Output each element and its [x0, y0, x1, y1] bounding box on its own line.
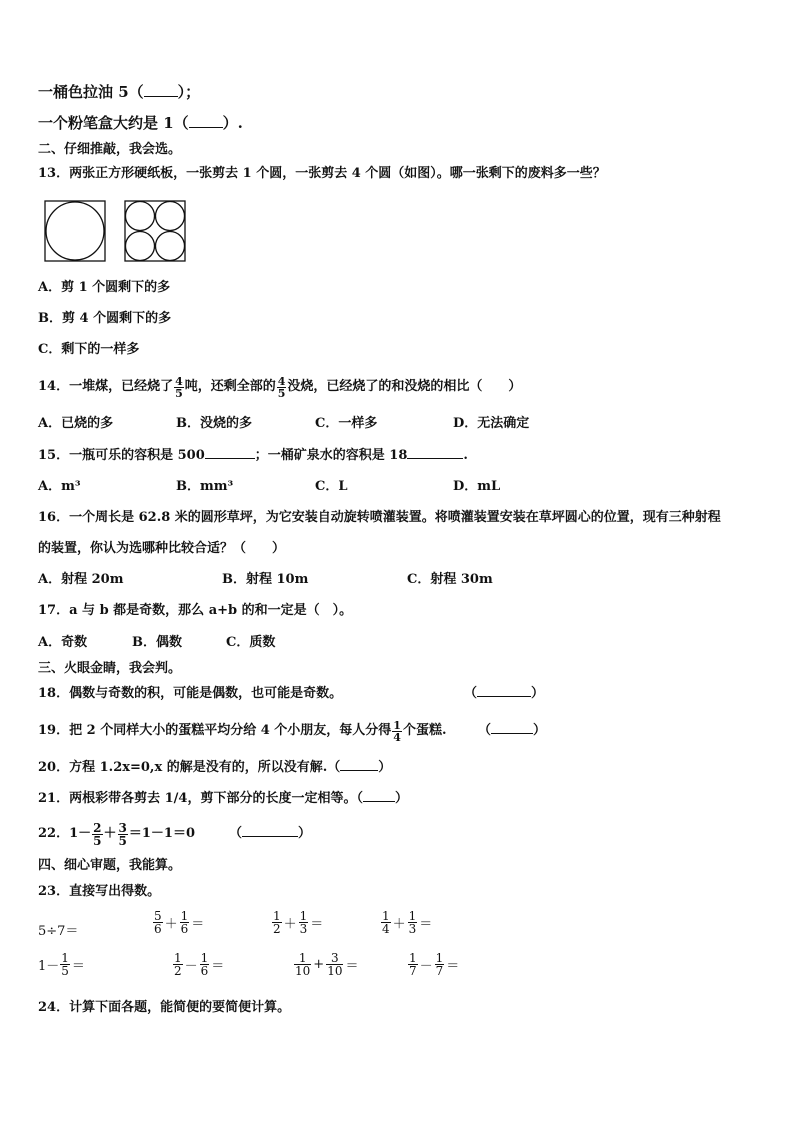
square-four-circles — [125, 201, 185, 261]
question-16-line1: 16．一个周长是 62.8 米的圆形草坪，为它安装自动旋转喷灌装置。将喷灌装置安装在草坪圆心的位置，现有三种射程 — [38, 510, 721, 525]
answer-blank[interactable] — [407, 458, 463, 459]
question-19: 19．把 2 个同样大小的蛋糕平均分给 4 个小朋友，每人分得 $\frac{1}{4}$ 个蛋糕. — [38, 718, 447, 744]
calc-item: $\frac{1}{2}$ － $\frac{1}{6}$ ＝ — [174, 951, 225, 978]
question-16-line2: 的装置，你认为选哪种比较合适？（ ） — [38, 541, 286, 556]
option-b[interactable]: B．偶数 — [132, 635, 182, 650]
fraction: $\frac{5}{6}$ — [154, 909, 162, 936]
fraction: $\frac{1}{10}$ — [295, 951, 311, 978]
option-c[interactable]: C．一样多 — [315, 416, 378, 431]
fraction: $\frac{3}{10}$ — [327, 951, 343, 978]
question-24: 24．计算下面各题，能简便的要简便计算。 — [38, 1000, 291, 1015]
fraction: $\frac{4}{5}$ — [175, 374, 183, 400]
section-title-judge: 三、火眼金睛，我会判。 — [38, 661, 182, 676]
answer-blank[interactable] — [242, 836, 298, 837]
option-a[interactable]: A．剪 1 个圆剩下的多 — [38, 280, 171, 295]
option-a[interactable]: A．m³ — [38, 479, 81, 494]
calc-item: $\frac{1}{10}$ + $\frac{3}{10}$ ＝ — [295, 951, 359, 978]
question-15: 15．一瓶可乐的容积是 500 ；一桶矿泉水的容积是 18 . — [38, 448, 468, 463]
section-title-calc: 四、细心审题，我能算。 — [38, 858, 182, 873]
fraction: $\frac{1}{3}$ — [299, 909, 308, 936]
question-18: 18．偶数与奇数的积，可能是偶数，也可能是奇数。 — [38, 686, 343, 701]
question-17: 17．a 与 b 都是奇数，那么 a+b 的和一定是（ ）。 — [38, 603, 353, 618]
answer-blank[interactable] — [189, 127, 223, 128]
fraction: $\frac{2}{5}$ — [93, 820, 102, 848]
large-circle — [46, 202, 104, 260]
answer-paren[interactable]: （ ） — [464, 686, 545, 701]
answer-paren[interactable]: （ ） — [229, 826, 312, 841]
fill-line-chalk-box: 一个粉笔盒大约是 1（ ）. — [38, 114, 243, 132]
fraction: $\frac{4}{5}$ — [277, 374, 286, 400]
question-14: 14．一堆煤，已经烧了 $\frac{4}{5}$ 吨，还剩全部的 $\frac{4}{5}$ 没烧，已经烧了的和没烧的相比（ ） — [38, 374, 522, 400]
calc-item: 1－ $\frac{1}{5}$ ＝ — [38, 951, 85, 978]
fraction: $\frac{3}{5}$ — [118, 820, 127, 848]
option-d[interactable]: D．mL — [453, 479, 501, 494]
fraction: $\frac{1}{2}$ — [174, 951, 182, 978]
squares-circles-figure — [44, 200, 194, 264]
option-b[interactable]: B．射程 10m — [222, 572, 309, 587]
option-a[interactable]: A．奇数 — [38, 635, 88, 650]
question-20: 20．方程 1.2x=0,x 的解是没有的，所以没有解.（ ） — [38, 760, 392, 775]
question-21: 21．两根彩带各剪去 1/4，剪下部分的长度一定相等。（ ） — [38, 791, 408, 806]
question-22: 22．1－ $\frac{2}{5}$ ＋ $\frac{3}{5}$ ＝1－1＝0 （ ） — [38, 818, 311, 850]
fraction: $\frac{1}{7}$ — [409, 951, 417, 978]
small-circle — [156, 202, 185, 231]
question-13: 13．两张正方形硬纸板，一张剪去 1 个圆，一张剪去 4 个圆（如图）。哪一张剩下的废料多一些？ — [38, 166, 606, 181]
calc-item: $\frac{1}{7}$ － $\frac{1}{7}$ ＝ — [409, 951, 460, 978]
fraction: $\frac{1}{6}$ — [200, 951, 209, 978]
fraction: $\frac{1}{3}$ — [408, 909, 417, 936]
option-b[interactable]: B．剪 4 个圆剩下的多 — [38, 311, 172, 326]
answer-blank[interactable] — [340, 770, 378, 771]
calc-item: $\frac{1}{2}$ ＋ $\frac{1}{3}$ ＝ — [273, 909, 324, 936]
answer-blank[interactable] — [363, 801, 395, 802]
option-c[interactable]: C．射程 30m — [407, 572, 493, 587]
calc-item: $\frac{1}{4}$ ＋ $\frac{1}{3}$ ＝ — [382, 909, 433, 936]
option-c[interactable]: C．剩下的一样多 — [38, 342, 140, 357]
option-d[interactable]: D．无法确定 — [453, 416, 530, 431]
option-a[interactable]: A．已烧的多 — [38, 416, 114, 431]
fraction: $\frac{1}{4}$ — [382, 909, 390, 936]
question-23: 23．直接写出得数。 — [38, 884, 161, 899]
answer-blank[interactable] — [491, 733, 533, 734]
calc-item: $\frac{5}{6}$ ＋ $\frac{1}{6}$ ＝ — [154, 909, 205, 936]
calc-item: 5÷7＝ — [38, 924, 79, 939]
small-circle — [156, 232, 185, 261]
fraction: $\frac{1}{4}$ — [393, 718, 401, 744]
answer-blank[interactable] — [477, 696, 531, 697]
fraction: $\frac{1}{7}$ — [435, 951, 444, 978]
answer-paren[interactable]: （ ） — [478, 723, 547, 738]
fraction: $\frac{1}{6}$ — [180, 909, 189, 936]
small-circle — [126, 232, 155, 261]
answer-blank[interactable] — [144, 96, 178, 97]
section-title-choice: 二、仔细推敲，我会选。 — [38, 142, 182, 157]
fraction: $\frac{1}{5}$ — [61, 951, 69, 978]
square-one-circle — [45, 201, 105, 261]
answer-blank[interactable] — [205, 458, 255, 459]
option-b[interactable]: B．没烧的多 — [176, 416, 252, 431]
fill-line-oil: 一桶色拉油 5（ ）； — [38, 83, 201, 101]
fraction: $\frac{1}{2}$ — [273, 909, 281, 936]
option-c[interactable]: C．质数 — [226, 635, 276, 650]
option-a[interactable]: A．射程 20m — [38, 572, 124, 587]
small-circle — [126, 202, 155, 231]
option-c[interactable]: C．L — [315, 479, 348, 494]
option-b[interactable]: B．mm³ — [176, 479, 234, 494]
